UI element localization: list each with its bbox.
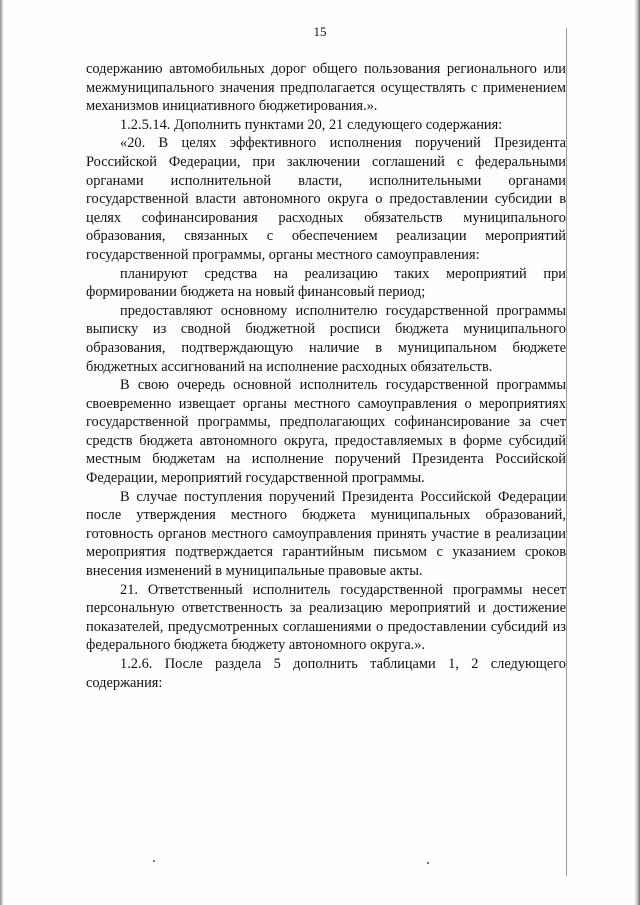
paragraph-guarantee-letter: В случае поступления поручений Президента Российской Федерации после утверждения местного бюджета муниципальных образований, готовность органов местного самоуправления принять участие в реализации мероприятия подтверждается гарантийным письмом с указанием сроков внесения изменений в муниципальные правовые акты. — [86, 488, 566, 580]
paragraph-continuation: содержанию автомобильных дорог общего пользования регионального или межмуниципального значения предполагается осуществлять с применением механизмов инициативного бюджетирования.». — [86, 61, 566, 115]
document-body — [86, 60, 566, 692]
paragraph-point-21: 21. Ответственный исполнитель государственной программы несет персональную ответственность за реализацию мероприятий и достижение показателей, предусмотренных соглашениями о предоставлении субсидий из федерального бюджета бюджету автономного округа.». — [86, 581, 566, 654]
paragraph-plan-funds: планируют средства на реализацию таких мероприятий при формировании бюджета на новый финансовый период; — [86, 265, 566, 301]
paragraph-item-1-2-5-14: 1.2.5.14. Дополнить пунктами 20, 21 следующего содержания: — [120, 116, 503, 133]
scan-margin-line — [566, 28, 567, 876]
scan-speck — [153, 860, 155, 862]
scan-edge-right — [634, 0, 640, 905]
paragraph-provide-extract: предоставляют основному исполнителю государственной программы выписку из сводной бюджетной росписи бюджета муниципального образования, подтверждающую наличие в муниципальном бюджете бюджетных ассигнований на исполнение расходных обязательств. — [86, 302, 566, 375]
paragraph-point-20: «20. В целях эффективного исполнения поручений Президента Российской Федерации, при заключении соглашений с федеральными органами исполнительной власти, исполнительными органами государственной власти автономного округа о предоставлении субсидии в целях софинансирования расходных обязательств муниципального образования, связанных с обеспечением реализации мероприятий государственной программы, органы местного самоуправления: — [86, 135, 566, 263]
paragraph-item-1-2-6: 1.2.6. После раздела 5 дополнить таблицами 1, 2 следующего содержания: — [86, 656, 566, 691]
page-number: 15 — [313, 24, 327, 39]
scan-speck — [427, 862, 429, 864]
paragraph-notify: В свою очередь основной исполнитель государственной программы своевременно извещает органы местного самоуправления о мероприятиях государственной программы, предполагающих софинансирование за счет средств бюджета автономного округа, предоставляемых в форме субсидий местным бюджетам на исполнение поручений Президента Российской Федерации, мероприятий государственной программы. — [86, 377, 566, 487]
scan-edge-left — [0, 0, 4, 905]
